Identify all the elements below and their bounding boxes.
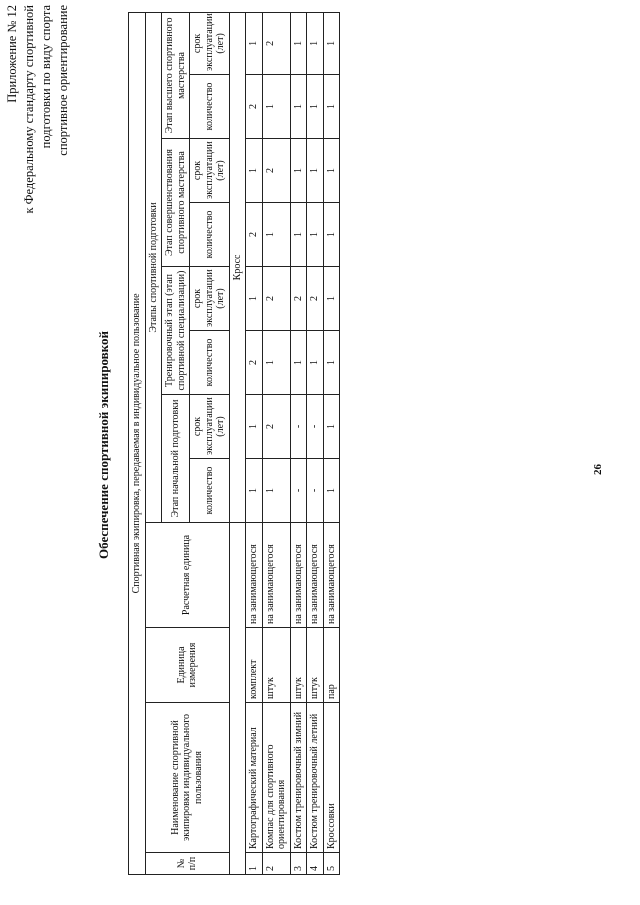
term-cell: 1 — [323, 395, 340, 459]
page-number: 26 — [592, 464, 604, 475]
term-header: срок эксплуатации (лет) — [190, 395, 230, 459]
term-cell: 1 — [307, 139, 324, 203]
qty-cell: 1 — [262, 75, 290, 139]
qty-cell: 1 — [246, 459, 263, 523]
stage-initial: Этап начальной подготовки — [162, 395, 190, 523]
row-calc: на занимающегося — [262, 523, 290, 628]
term-cell: 2 — [262, 12, 290, 74]
row-unit: пар — [323, 628, 340, 703]
qty-cell: 1 — [307, 75, 324, 139]
term-cell: 1 — [246, 12, 263, 74]
term-cell: 1 — [323, 12, 340, 74]
row-name: Костюм тренировочный зимний — [290, 703, 307, 853]
term-cell: 1 — [246, 267, 263, 331]
term-cell: 2 — [262, 395, 290, 459]
row-unit: штук — [290, 628, 307, 703]
term-cell: 1 — [323, 139, 340, 203]
section-cross: Кросс — [229, 12, 246, 522]
term-cell: 1 — [246, 139, 263, 203]
term-cell: 1 — [290, 12, 307, 74]
table-row — [246, 12, 263, 874]
term-cell: 1 — [323, 267, 340, 331]
row-number: 5 — [323, 853, 340, 875]
row-unit: штук — [262, 628, 290, 703]
qty-cell: 1 — [290, 331, 307, 395]
qty-cell: 1 — [323, 459, 340, 523]
appendix-line-2: к Федеральному стандарту спортивной — [22, 5, 36, 214]
term-cell: 1 — [246, 395, 263, 459]
qty-cell: 1 — [262, 459, 290, 523]
term-header: срок эксплуатации (лет) — [190, 139, 230, 203]
qty-cell: 1 — [290, 203, 307, 267]
row-unit: штук — [307, 628, 324, 703]
col-calc-header: Расчетная единица — [145, 523, 229, 628]
stage-highest: Этап высшего спортивного мастерства — [162, 12, 190, 138]
term-cell: 2 — [290, 267, 307, 331]
row-name: Кроссовки — [323, 703, 340, 853]
table-row — [290, 12, 307, 874]
qty-header: количество — [190, 75, 230, 139]
qty-cell: 1 — [262, 331, 290, 395]
table-main-header: Спортивная экипировка, передаваемая в индивидуальное пользование — [129, 12, 146, 874]
row-calc: на занимающегося — [290, 523, 307, 628]
qty-cell: - — [290, 459, 307, 523]
term-header: срок эксплуатации (лет) — [190, 12, 230, 74]
term-cell: 2 — [307, 267, 324, 331]
qty-cell: 2 — [246, 75, 263, 139]
stages-header: Этапы спортивной подготовки — [145, 12, 162, 522]
equipment-table — [128, 12, 340, 875]
term-cell: 2 — [262, 139, 290, 203]
qty-header: количество — [190, 331, 230, 395]
term-cell: - — [307, 395, 324, 459]
row-name: Компас для спортивного ориентирования — [262, 703, 290, 853]
col-unit-header: Единица измерения — [145, 628, 229, 703]
appendix-line-4: спортивное ориентирование — [56, 5, 70, 156]
row-unit: комплект — [246, 628, 263, 703]
qty-cell: 1 — [323, 331, 340, 395]
table-row — [307, 12, 324, 874]
table-row — [323, 12, 340, 874]
col-number-header: № п/п — [145, 853, 229, 875]
row-number: 3 — [290, 853, 307, 875]
qty-header: количество — [190, 203, 230, 267]
row-number: 4 — [307, 853, 324, 875]
qty-header: количество — [190, 459, 230, 523]
stage-training: Тренировочный этап (этап спортивной специализации) — [162, 267, 190, 395]
row-calc: на занимающегося — [246, 523, 263, 628]
qty-cell: 1 — [307, 203, 324, 267]
term-cell: 1 — [307, 12, 324, 74]
term-header: срок эксплуатации (лет) — [190, 267, 230, 331]
term-cell: 2 — [262, 267, 290, 331]
row-name: Картографический материал — [246, 703, 263, 853]
stage-improvement: Этап совершенствования спортивного мастерства — [162, 139, 190, 267]
row-number: 2 — [262, 853, 290, 875]
qty-cell: - — [307, 459, 324, 523]
appendix-line-1: Приложение № 12 — [5, 5, 19, 103]
qty-cell: 2 — [246, 203, 263, 267]
row-name: Костюм тренировочный летний — [307, 703, 324, 853]
row-calc: на занимающегося — [307, 523, 324, 628]
appendix-line-3: подготовки по виду спорта — [39, 5, 53, 149]
row-calc: на занимающегося — [323, 523, 340, 628]
table-row — [262, 12, 290, 874]
col-name-header: Наименование спортивной экипировки индивидуального пользования — [145, 703, 229, 853]
document-title: Обеспечение спортивной экипировкой — [96, 331, 111, 559]
term-cell: - — [290, 395, 307, 459]
qty-cell: 1 — [307, 331, 324, 395]
qty-cell: 1 — [290, 75, 307, 139]
qty-cell: 1 — [262, 203, 290, 267]
term-cell: 1 — [290, 139, 307, 203]
qty-cell: 1 — [323, 75, 340, 139]
qty-cell: 1 — [323, 203, 340, 267]
qty-cell: 2 — [246, 331, 263, 395]
row-number: 1 — [246, 853, 263, 875]
